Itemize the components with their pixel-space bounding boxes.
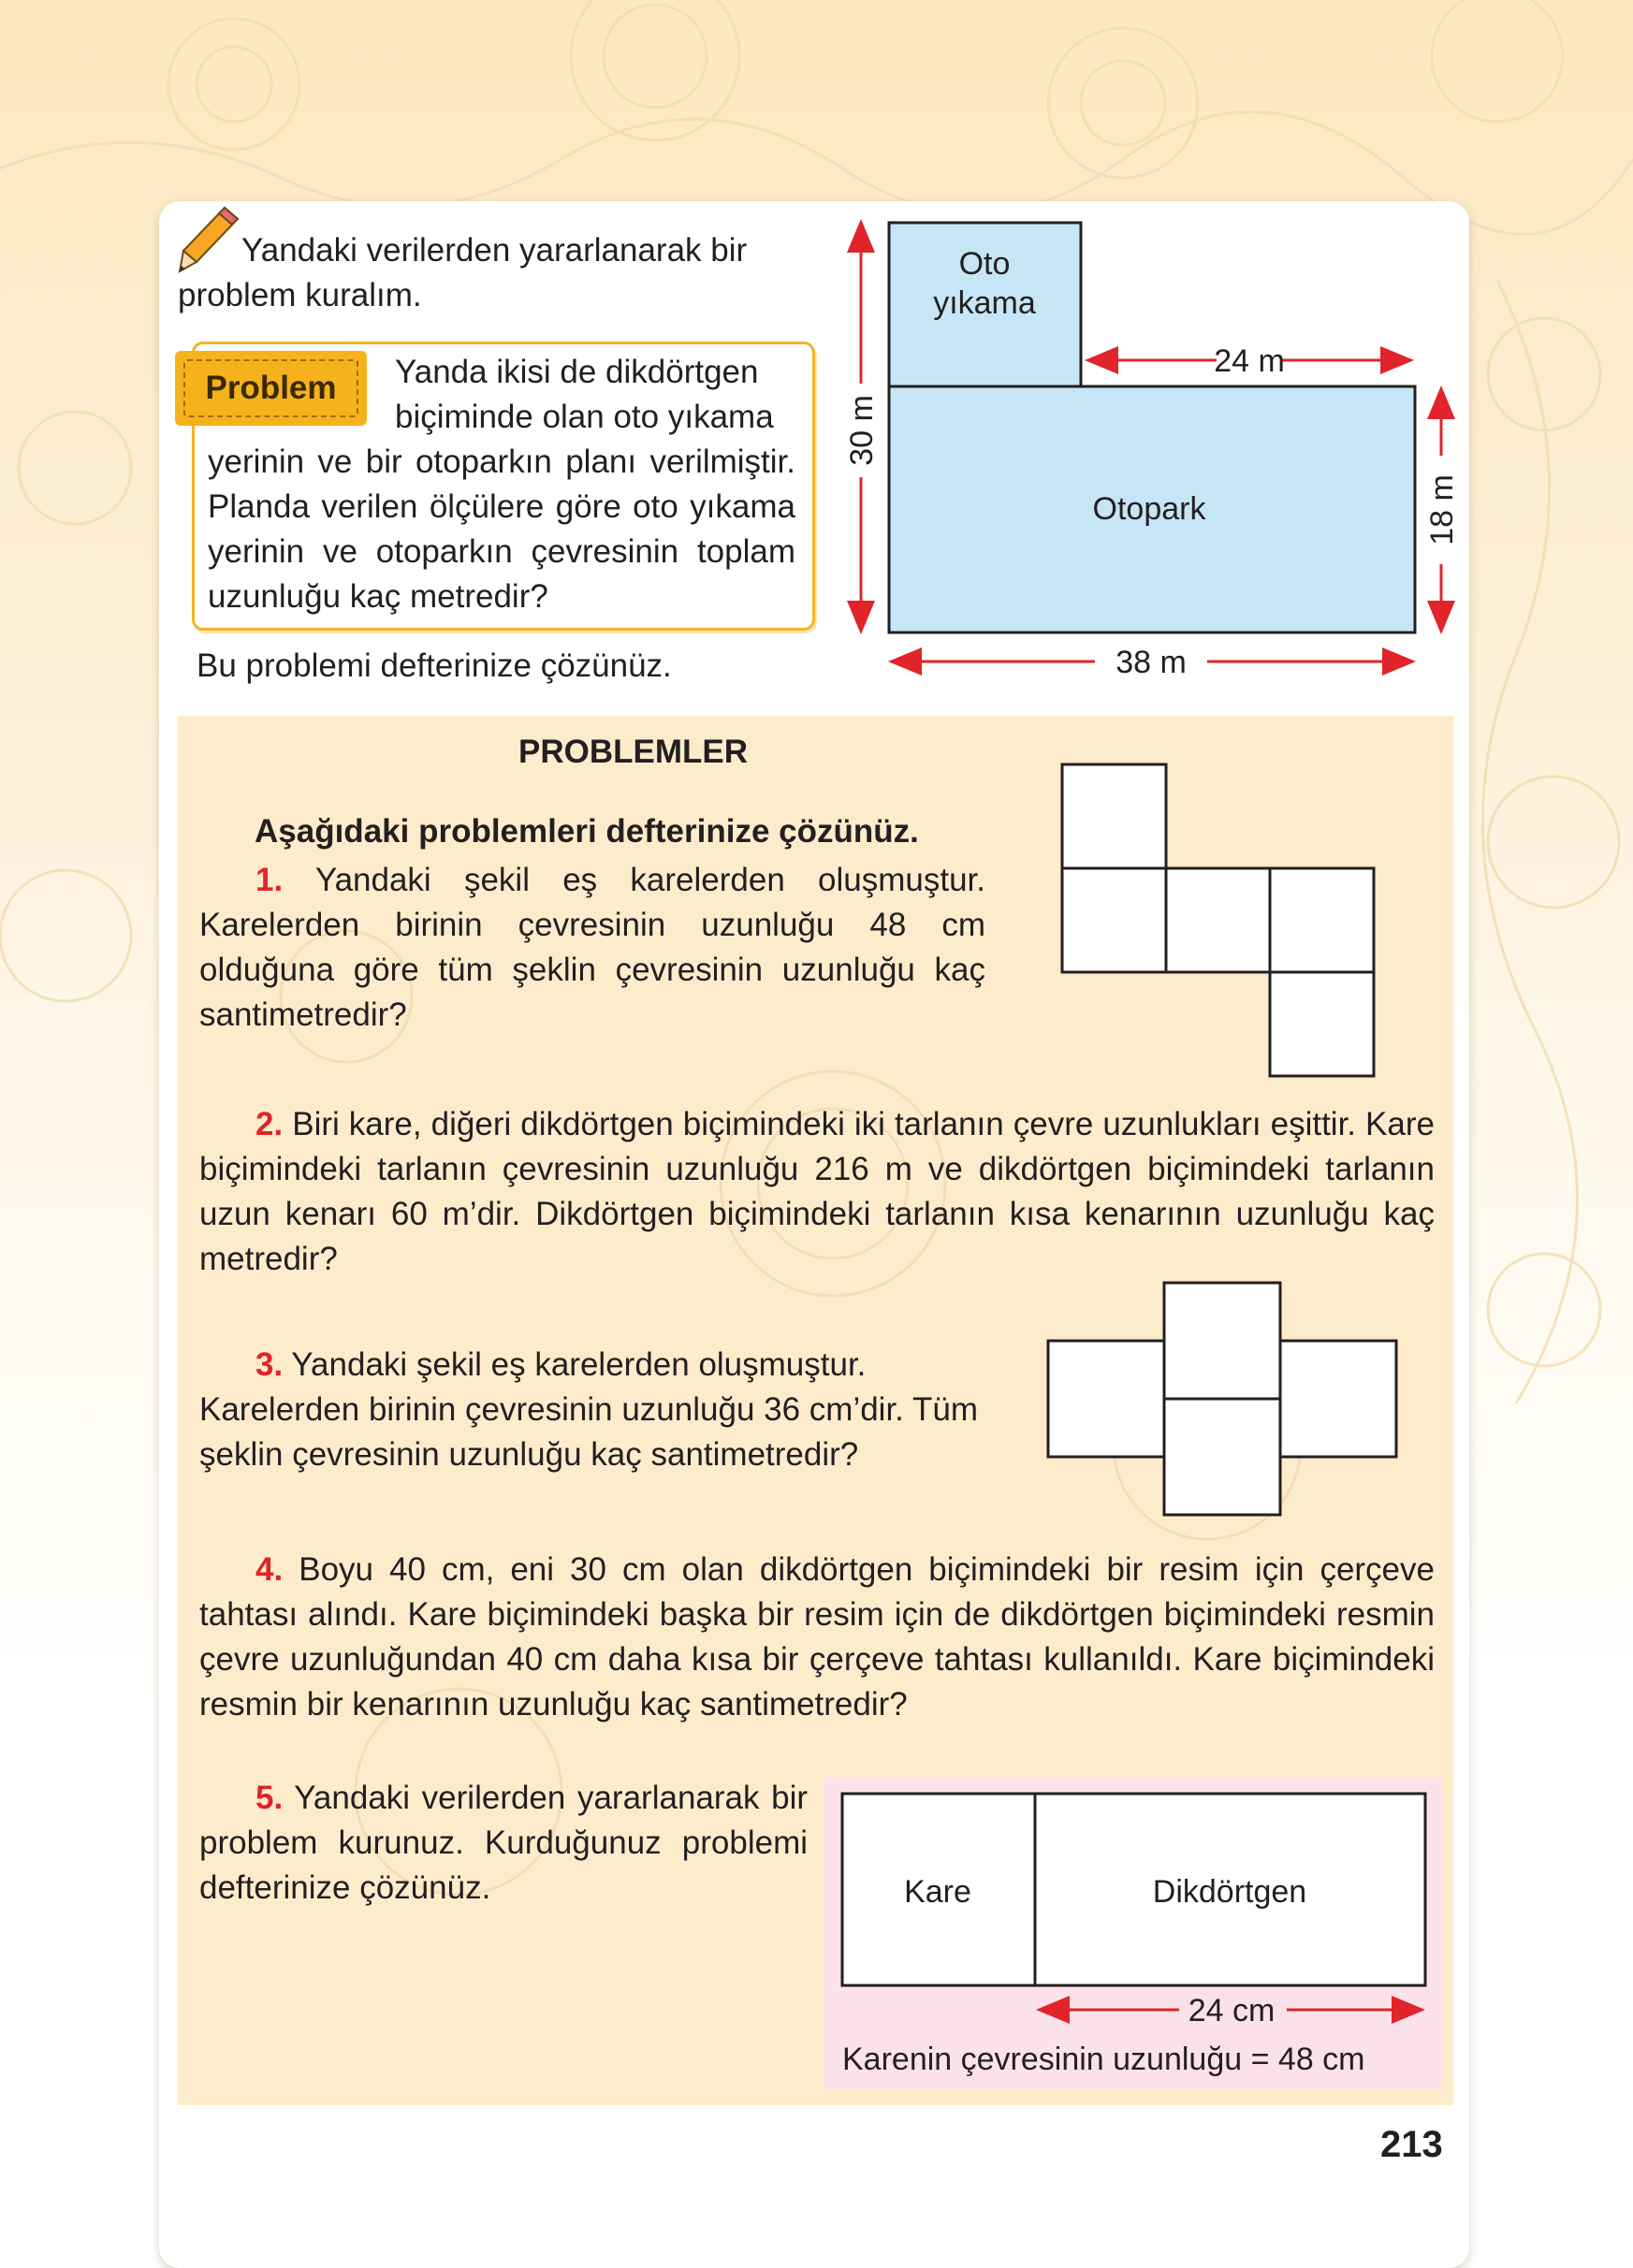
figure-1-squares — [1057, 763, 1380, 1081]
problem-line-2: biçiminde olan oto yıkama — [395, 399, 774, 435]
intro-text — [178, 228, 833, 318]
oto-label-1: Oto — [958, 246, 1011, 282]
question-5-number: 5. — [255, 1780, 284, 1816]
problems-title: PROBLEMLER — [518, 734, 748, 770]
figure-3-squares — [1043, 1279, 1404, 1520]
figure-5-caption: Karenin çevresinin uzunluğu = 48 cm — [842, 2042, 1365, 2077]
question-3-number: 3. — [255, 1346, 284, 1383]
intro-line-1: Yandaki verilerden yararlanarak bir — [241, 232, 748, 269]
kare-label: Kare — [904, 1874, 971, 1910]
question-2 — [199, 1102, 1435, 1282]
question-1 — [199, 858, 985, 1038]
question-4 — [199, 1548, 1435, 1727]
question-2-text: Biri kare, diğeri dikdörtgen biçimindeki iki tarlanın çevre uzunlukları eşittir. Kare biçimindeki tarlanın çevresinin uzunluğu 216 m ve dikdörtgen biçimindeki tarlanın uzun kenarı 60 m’dir. Dikdörtgen biçimindeki tarlanın kısa kenarının uzunluğu kaç metredir? — [199, 1106, 1435, 1277]
problem-line-1: Yanda ikisi de dikdörtgen — [395, 354, 759, 390]
problem-text — [208, 350, 795, 619]
dim-18-label: 18 m — [1424, 474, 1460, 545]
parking-plan-diagram — [824, 211, 1479, 697]
question-1-text: Yandaki şekil eş karelerden oluşmuştur. Karelerden birinin çevresinin uzunluğu 48 cm olduğuna göre tüm şeklin çevresinin uzunluğu kaç santimetredir? — [199, 862, 986, 1033]
solve-note: Bu problemi defterinize çözünüz. — [197, 647, 672, 684]
question-3-text: Yandaki şekil eş karelerden oluşmuştur. Karelerden birinin çevresinin uzunluğu 36 cm’dir. Tüm şeklin çevresinin uzunluğu kaç santimetredir? — [199, 1346, 979, 1473]
intro-line-2: problem kuralım. — [178, 277, 422, 313]
question-4-number: 4. — [255, 1551, 284, 1588]
page-number: 213 — [1380, 2124, 1443, 2165]
problem-badge-label: Problem — [183, 359, 358, 417]
dikdortgen-label: Dikdörtgen — [1152, 1874, 1307, 1910]
question-5 — [199, 1776, 808, 1911]
problem-line-rest: yerinin ve bir otoparkın planı verilmiştir. Planda verilen ölçülere göre oto yıkama yerinin ve otoparkın çevresinin toplam uzunluğu kaç metredir? — [208, 443, 795, 615]
figure-5-diagram — [824, 1778, 1441, 2089]
dim-38-label: 38 m — [1115, 645, 1187, 680]
dim-30-label: 30 m — [844, 395, 880, 466]
problems-instruction: Aşağıdaki problemleri defterinize çözünüz. — [255, 813, 919, 850]
dim-24cm-label: 24 cm — [1188, 1993, 1276, 2028]
question-5-text: Yandaki verilerden yararlanarak bir problem kurunuz. Kurduğunuz problemi defterinize çözünüz. — [199, 1780, 808, 1906]
question-2-number: 2. — [255, 1106, 284, 1142]
dim-24-label: 24 m — [1214, 343, 1285, 379]
question-1-number: 1. — [255, 862, 284, 898]
oto-label-2: yıkama — [933, 285, 1036, 321]
question-4-text: Boyu 40 cm, eni 30 cm olan dikdörtgen biçimindeki bir resim için çerçeve tahtası alındı. Kare biçimindeki başka bir resim için de dikdörtgen biçimindeki resmin çevre uzunluğundan 40 cm daha kısa bir çerçeve tahtası kullanıldı. Kare biçimindeki resmin bir kenarının uzunluğu kaç santimetredir? — [199, 1551, 1435, 1723]
otopark-label: Otopark — [1092, 491, 1206, 527]
question-3 — [199, 1343, 1004, 1477]
